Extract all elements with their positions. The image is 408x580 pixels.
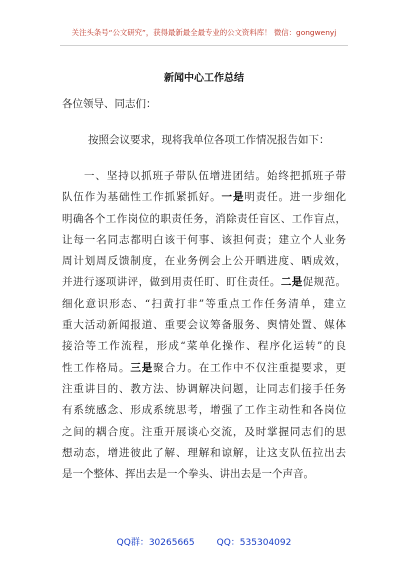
document-title: 新闻中心工作总结 bbox=[164, 73, 244, 84]
paragraph-line bbox=[62, 166, 346, 187]
paragraph-line bbox=[62, 315, 346, 336]
paragraph-line bbox=[62, 336, 346, 357]
paragraph-line bbox=[62, 443, 346, 464]
paragraph-line bbox=[62, 358, 346, 379]
paragraph-line bbox=[62, 422, 346, 443]
paragraph-text: 之间的耦合度。注重开展谈心交流，及时掌握同志们的思 bbox=[62, 425, 346, 438]
header-banner: 关注头条号“公文研究”，获得最新最全最专业的公文资料库！ 微信：gongwenyj bbox=[71, 28, 337, 37]
paragraph-text: 注重讲目的、教方法、协调解决问题，让同志们接手任务 bbox=[62, 382, 346, 395]
paragraph-line bbox=[62, 209, 346, 230]
paragraph-text: 细化意识形态、“扫黄打非”等重点工作任务清单，建立 bbox=[62, 297, 346, 310]
emphasis-text: 二是 bbox=[280, 276, 303, 289]
paragraph-line bbox=[62, 187, 346, 208]
paragraph-text: 有系统感念、形成系统思考，增强了工作主动性和各岗位 bbox=[62, 404, 346, 417]
paragraph-text: 接洽等工作流程，形成“菜单化操作、程序化运转”的良 bbox=[62, 340, 346, 353]
paragraph-line bbox=[62, 230, 346, 251]
body-paragraph bbox=[62, 166, 346, 485]
paragraph-text: 明确各个工作岗位的职责任务，消除责任盲区、工作盲点， bbox=[62, 212, 346, 225]
header-divider bbox=[60, 45, 348, 46]
paragraph-text: 明责任。进一步细化 bbox=[244, 191, 347, 204]
paragraph-text: 并进行逐项讲评，做到用责任盯、盯住责任。 bbox=[62, 276, 281, 289]
paragraph-text: 周计划周反馈制度，在业务例会上公开晒进度、晒成效， bbox=[62, 255, 346, 268]
paragraph-text: 让每一名同志都明白该干何事、该担何责；建立个人业务 bbox=[62, 233, 346, 246]
paragraph-text: 重大活动新闻报道、重要会议筹备服务、舆情处置、媒体 bbox=[62, 319, 346, 332]
paragraph-text: 促规范。 bbox=[302, 276, 347, 289]
paragraph-text: 想动态，增进彼此了解、理解和谅解，让这支队伍拉出去 bbox=[62, 446, 346, 459]
paragraph-line bbox=[62, 464, 346, 485]
paragraph-text: 性工作格局。 bbox=[62, 361, 131, 374]
paragraph-text: 聚合力。在工作中不仅注重提要求，更 bbox=[153, 361, 347, 374]
footer-qq-group: QQ群：30265665 bbox=[116, 538, 195, 548]
salutation: 各位领导、同志们： bbox=[62, 98, 157, 110]
paragraph-line bbox=[62, 294, 346, 315]
intro-sentence: 按照会议要求，现将我单位各项工作情况报告如下： bbox=[88, 134, 330, 146]
paragraph-line bbox=[62, 379, 346, 400]
emphasis-text: 三是 bbox=[130, 361, 154, 374]
paragraph-line bbox=[62, 400, 346, 421]
paragraph-line bbox=[62, 272, 346, 293]
footer-qq: QQ：535304092 bbox=[216, 538, 292, 548]
paragraph-line bbox=[62, 251, 346, 272]
paragraph-text: 是一个整体、挥出去是一个拳头、讲出去是一个声音。 bbox=[62, 468, 314, 481]
paragraph-text: 队伍作为基础性工作抓紧抓好。 bbox=[62, 191, 222, 204]
emphasis-text: 一是 bbox=[221, 191, 245, 204]
footer-contact bbox=[0, 535, 408, 548]
paragraph-text: 一、坚持以抓班子带队伍增进团结。始终把抓班子带 bbox=[84, 170, 346, 182]
